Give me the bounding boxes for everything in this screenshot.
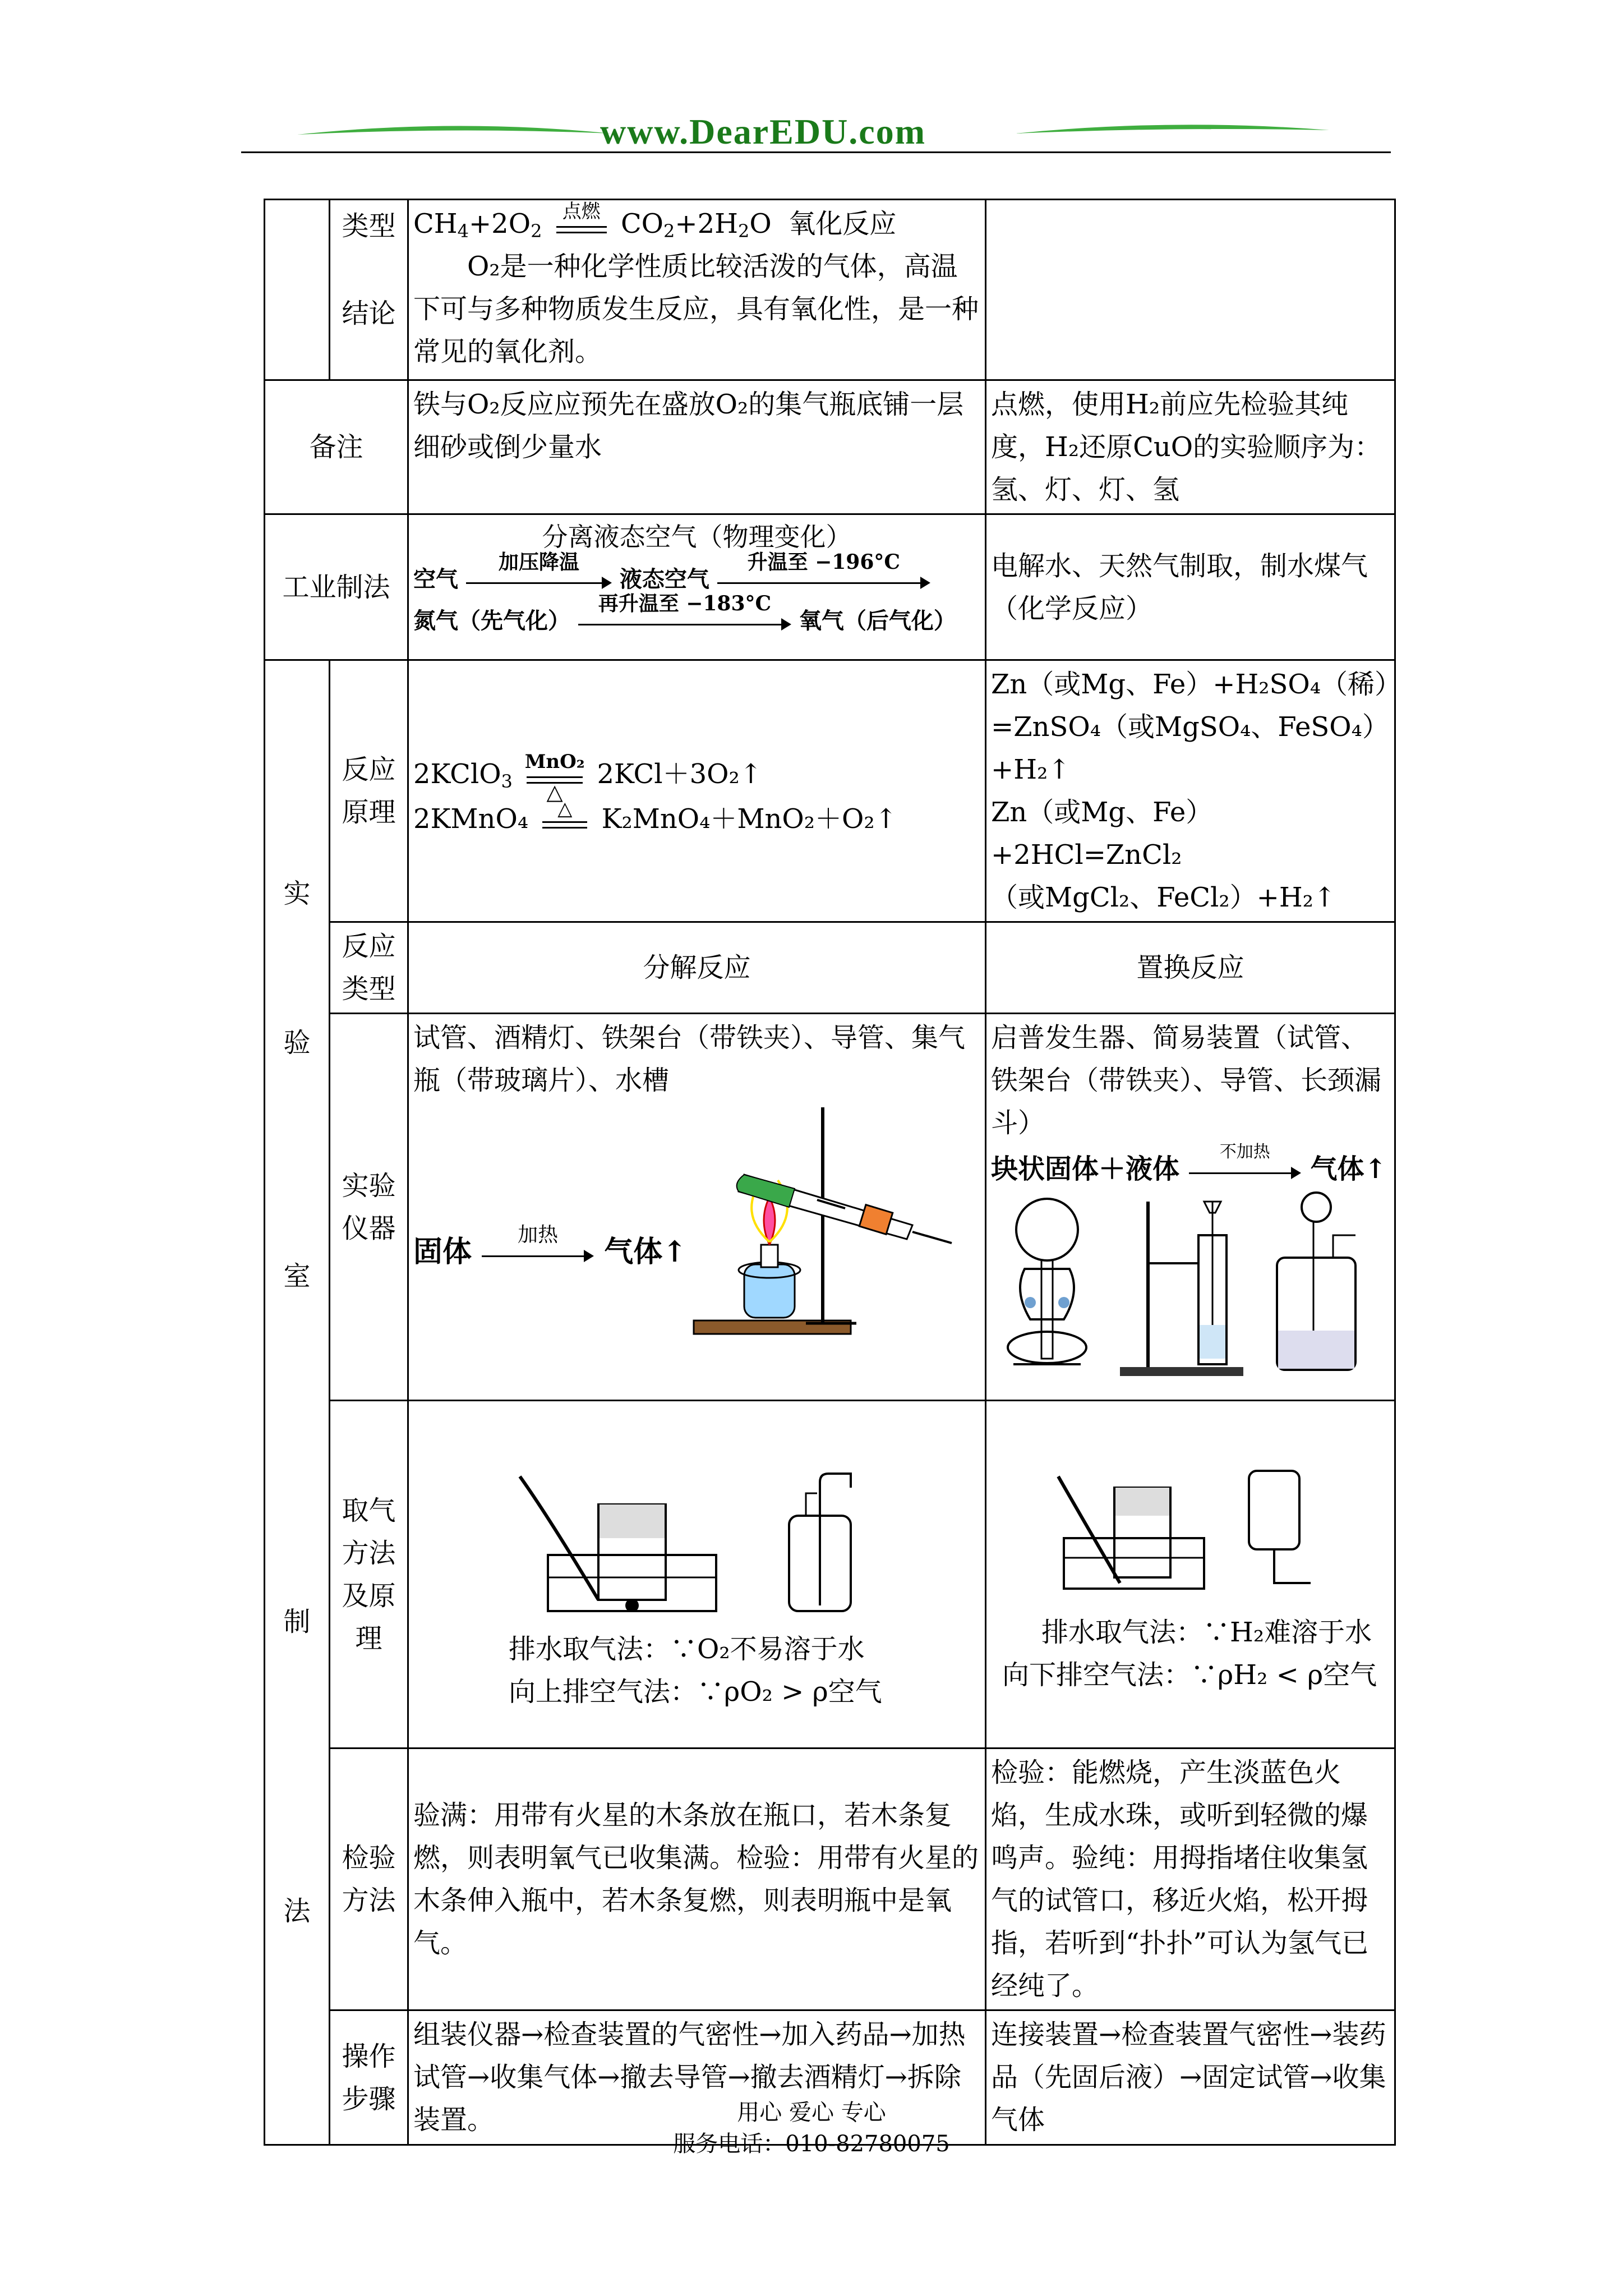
table-row [265, 1749, 1395, 2010]
industry-label: 工业制法 [265, 514, 408, 660]
site-logo[interactable]: www.DearEDU.com [600, 112, 926, 151]
table-row [265, 1014, 1395, 1401]
industry-flow-2: 氮气（先气化） 再升温至 −183°C 氧气（后气化） [413, 592, 956, 634]
h2-rtype: 置换反应 [986, 922, 1395, 1014]
industry-flow-1: 空气 加压降温 液态空气 升温至 −196°C [413, 560, 980, 599]
table-row [265, 660, 1395, 922]
table-row [265, 380, 1395, 514]
gas-preparation-table [264, 199, 1402, 2146]
apparatus-label: 实验仪器 [330, 1014, 408, 1401]
footer-phone: 服务电话：010-82780075 [673, 2131, 950, 2157]
heating-apparatus-icon [677, 1102, 957, 1349]
o2-industry-cell: 分离液态空气（物理变化） 空气 加压降温 液态空气 升温至 −196°C 氮气（先气化） 再升温至 −183°C 氧气（后气化） [408, 514, 986, 660]
rtype-label: 反应类型 [330, 922, 408, 1014]
left-swoosh-icon [297, 123, 611, 140]
table-row [265, 1401, 1395, 1749]
o2-type-conclusion-cell [408, 200, 986, 380]
kipp-generator-icon [991, 1190, 1384, 1381]
kmno4-equation: 2KMnO₄ △ K₂MnO₄＋MnO₂＋O₂↑ [413, 797, 897, 835]
type-conclusion-label: 类型 结论 [330, 200, 408, 380]
remark-label: 备注 [265, 380, 408, 514]
h2-industry: 电解水、天然气制取，制水煤气（化学反应） [986, 514, 1395, 660]
footer-slogan: 用心 爱心 专心 [737, 2100, 886, 2125]
h2-apparatus-cell: 启普发生器、简易装置（试管、铁架台（带铁夹）、导管、长颈漏斗） 块状固体＋液体 不加热 气体↑ [986, 1014, 1395, 1401]
h2-type-conclusion-cell [986, 200, 1395, 380]
h2-collection-icon [1053, 1465, 1333, 1594]
o2-apparatus-formula: 固体 加热 气体↑ [413, 1223, 687, 1269]
table-row [265, 200, 1395, 380]
table-row [265, 922, 1395, 1014]
h2-remark: 点燃，使用H₂前应先检验其纯度，H₂还原CuO的实验顺序为：氢、灯、灯、氢 [986, 380, 1395, 514]
h2-apparatus-formula: 块状固体＋液体 不加热 气体↑ [991, 1142, 1387, 1185]
o2-rtype: 分解反应 [408, 922, 986, 1014]
header-rule [241, 151, 1391, 153]
o2-remark: 铁与O₂反应应预先在盛放O₂的集气瓶底铺一层细砂或倒少量水 [408, 380, 986, 514]
h2-steps: 连接装置→检查装置气密性→装药品（先固后液）→固定试管→收集气体 [986, 2010, 1395, 2145]
o2-check: 验满：用带有火星的木条放在瓶口，若木条复燃，则表明氧气已收集满。检验：用带有火星的木条伸入瓶中，若木条复燃，则表明瓶中是氧气。 [408, 1749, 986, 2010]
lab-method-label: 实 验 室 制 法 [265, 660, 330, 2145]
o2-combustion-equation: $CH_4+2O_2$ 点燃 $CO_2+2H_2O$ 氧化反应 [413, 200, 897, 242]
o2-steps: 组装仪器→检查装置的气密性→加入药品→加热试管→收集气体→撤去导管→撤去酒精灯→拆除装置。 [408, 2010, 986, 2145]
right-swoosh-icon [1015, 123, 1329, 140]
check-label: 检验方法 [330, 1749, 408, 2010]
o2-conclusion-text: O₂是一种化学性质比较活泼的气体，高温下可与多种物质发生反应，具有氧化性，是一种常见的氧化剂。 [413, 251, 979, 367]
o2-apparatus-cell: 试管、酒精灯、铁架台（带铁夹）、导管、集气瓶（带玻璃片）、水槽 固体 加热 气体↑ [408, 1014, 986, 1401]
h2-principle-cell: Zn（或Mg、Fe）+H₂SO₄（稀） =ZnSO₄（或MgSO₄、FeSO₄） +H₂↑ Zn（或Mg、Fe）+2HCl=ZnCl₂ （或MgCl₂、FeCl₂）+H₂↑ [986, 660, 1395, 922]
principle-label: 反应原理 [330, 660, 408, 922]
steps-label: 操作步骤 [330, 2010, 408, 2145]
o2-collect-cell: 排水取气法：∵O₂不易溶于水 向上排空气法：∵ρO₂ > ρ空气 [408, 1401, 986, 1749]
table-row [265, 514, 1395, 660]
h2-collect-cell: 排水取气法：∵H₂难溶于水 向下排空气法：∵ρH₂ < ρ空气 [986, 1401, 1395, 1749]
blank-cell [265, 200, 330, 380]
page-header [241, 107, 1391, 174]
o2-collection-icon [514, 1471, 907, 1617]
o2-principle-cell [408, 660, 986, 922]
collect-label: 取气方法及原理 [330, 1401, 408, 1749]
kclo3-equation: 2KClO$_3$ MnO₂ △ 2KCl＋3O₂↑ [413, 750, 762, 804]
h2-check: 检验：能燃烧，产生淡蓝色火焰，生成水珠，或听到轻微的爆鸣声。验纯：用拇指堵住收集氢气的试管口，移近火焰，松开拇指，若听到“扑扑”可认为氢气已经纯了。 [986, 1749, 1395, 2010]
